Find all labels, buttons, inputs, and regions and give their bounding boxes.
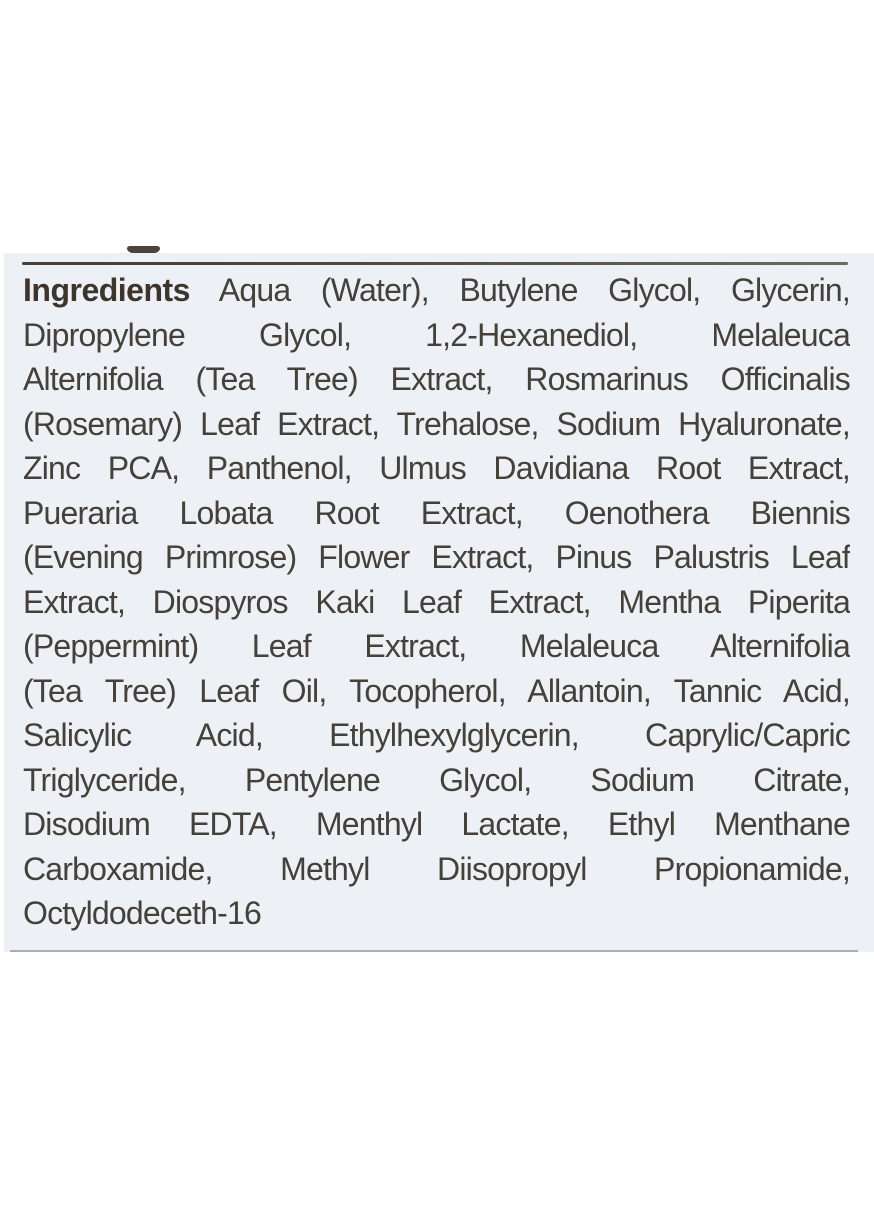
ingredients-line xyxy=(23,669,850,714)
ingredients-paragraph xyxy=(23,268,850,936)
ingredients-line xyxy=(23,535,850,580)
ingredients-line xyxy=(23,357,850,402)
ingredients-line-text: (Peppermint) Leaf Extract, Melaleuca Alternifolia xyxy=(23,628,850,664)
ingredients-panel xyxy=(4,253,874,952)
ingredients-line-text: Triglyceride, Pentylene Glycol, Sodium Citrate, xyxy=(23,761,850,798)
ingredients-line-text: Extract, Diospyros Kaki Leaf Extract, Mentha Piperita xyxy=(23,583,850,620)
ingredients-line-text: Pueraria Lobata Root Extract, Oenothera Biennis xyxy=(23,494,850,531)
ingredients-line xyxy=(23,402,850,447)
panel-top-rule xyxy=(22,262,848,265)
ingredients-line-text: (Rosemary) Leaf Extract, Trehalose, Sodium Hyaluronate, xyxy=(23,405,850,442)
ingredients-line xyxy=(23,624,850,669)
ingredients-line xyxy=(23,491,850,536)
ingredients-line-text: Salicylic Acid, Ethylhexylglycerin, Caprylic/Capric xyxy=(23,717,850,753)
ingredients-line xyxy=(23,891,850,936)
ingredients-line xyxy=(23,268,850,313)
ingredients-line xyxy=(23,713,850,758)
ingredients-line-text: (Tea Tree) Leaf Oil, Tocopherol, Allantoin, Tannic Acid, xyxy=(23,672,850,709)
ingredients-line xyxy=(23,802,850,847)
ingredients-line xyxy=(23,758,850,803)
ingredients-line-text: Disodium EDTA, Menthyl Lactate, Ethyl Menthane xyxy=(23,806,850,842)
ingredients-line xyxy=(23,847,850,892)
ingredients-line xyxy=(23,580,850,625)
ingredients-line-text: (Evening Primrose) Flower Extract, Pinus Palustris Leaf xyxy=(23,539,850,575)
ingredients-line-text: Carboxamide, Methyl Diisopropyl Propionamide, xyxy=(23,850,850,887)
ingredients-line-text: Alternifolia (Tea Tree) Extract, Rosmarinus Officinalis xyxy=(23,361,850,397)
ingredients-line-text: Octyldodeceth-16 xyxy=(23,895,262,931)
ingredients-line xyxy=(23,313,850,358)
ingredients-line xyxy=(23,446,850,491)
ingredients-line-text: Dipropylene Glycol, 1,2-Hexanediol, Melaleuca xyxy=(23,316,850,353)
ingredients-line-text: Zinc PCA, Panthenol, Ulmus Davidiana Root Extract, xyxy=(23,450,850,486)
ingredients-heading: Ingredients xyxy=(23,272,190,308)
ingredients-line-text: Aqua (Water), Butylene Glycol, Glycerin, xyxy=(218,272,850,308)
panel-bottom-edge xyxy=(10,950,858,952)
